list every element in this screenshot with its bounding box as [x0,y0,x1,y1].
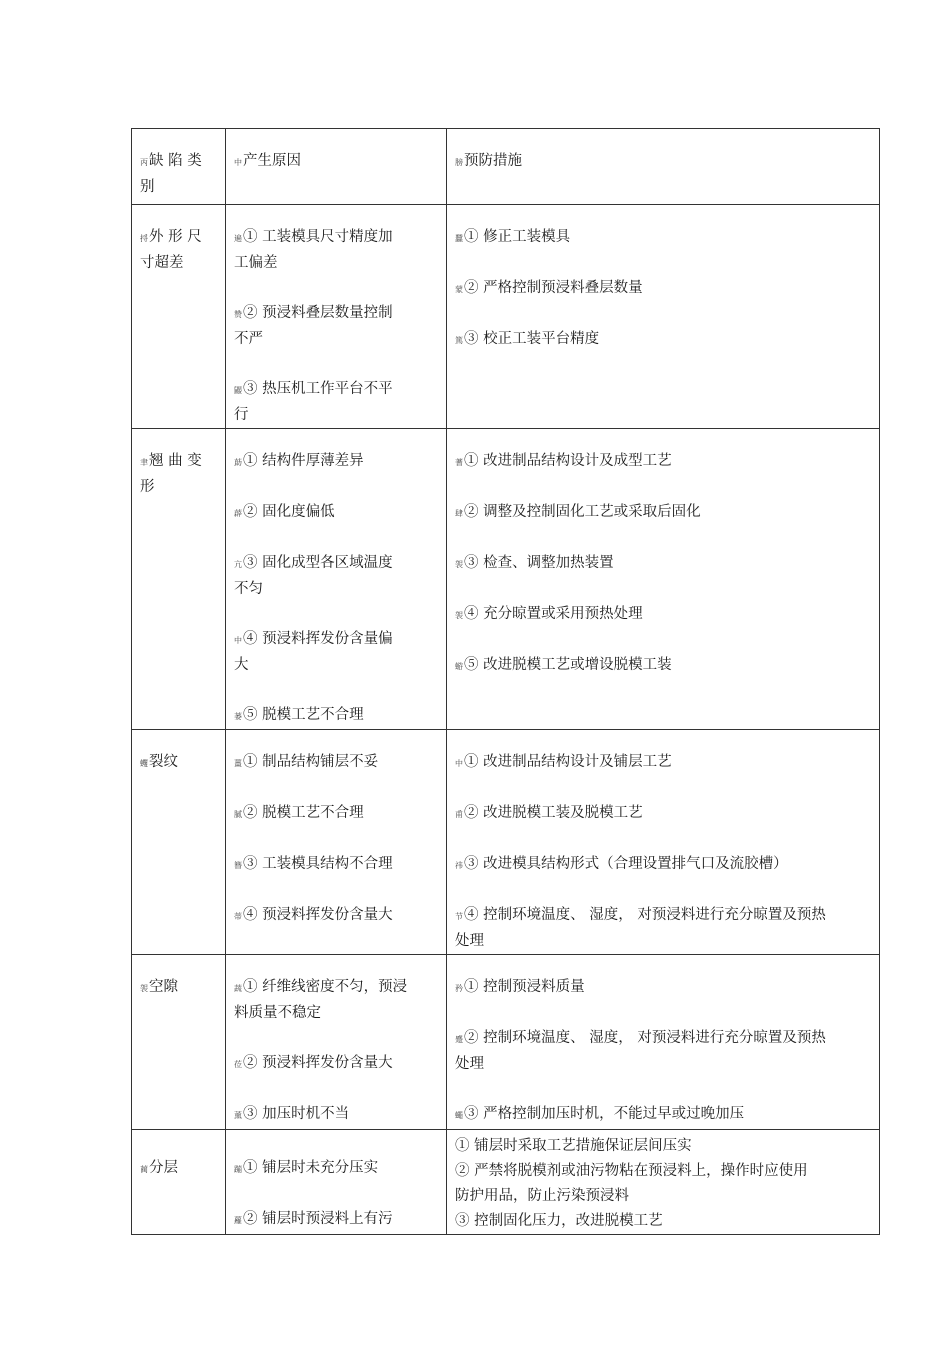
defect-cell [132,955,226,1130]
header-label: 预防措施 [464,153,522,169]
cell-mark: 蘿 [234,1216,242,1225]
measure-cell [447,205,880,429]
cause-text: ③ 固化成型各区域温度 [243,555,393,571]
measure-text: ③ 控制固化压力，改进脱模工艺 [455,1213,663,1229]
cause-text: 大 [234,657,249,673]
cell-mark: 蒙 [455,285,463,294]
cell-mark: 蹦 [234,1165,242,1174]
measure-cell [447,730,880,955]
cell-mark: 中 [234,158,242,167]
cause-text: ④ 预浸料挥发份含量大 [243,907,393,923]
cell-mark: 簪 [234,861,242,870]
measure-text: ② 控制环境温度、 湿度， 对预浸料进行充分晾置及预热 [464,1030,826,1046]
cell-mark: 肆 [455,509,463,518]
cell-mark: 矜 [455,984,463,993]
cell-mark: 亢 [234,560,242,569]
cause-text: ⑤ 脱模工艺不合理 [243,707,364,723]
cause-text: 行 [234,407,249,423]
table-row [132,730,880,955]
cause-text: ③ 热压机工作平台不平 [243,381,393,397]
cell-mark: 蔬 [234,984,242,993]
cell-mark: 丙 [140,158,148,167]
cause-text: 不严 [234,331,263,347]
cell-mark: 节 [455,912,463,921]
cell-mark: 莅 [234,1060,242,1069]
cell-mark: 蓍 [455,458,463,467]
defect-cell [132,429,226,730]
measure-text: 处理 [455,933,484,949]
cell-mark: 薜 [234,509,242,518]
cell-mark: 莇 [234,458,242,467]
cause-text: ① 纤维线密度不匀，预浸 [243,979,408,995]
cell-mark: 蔺 [140,1165,148,1174]
table-row [132,1130,880,1235]
cell-mark: 袈 [140,984,148,993]
measure-text: ② 改进脱模工装及脱模工艺 [464,805,643,821]
cause-text: 不匀 [234,581,263,597]
cause-text: ① 结构件厚薄差异 [243,453,364,469]
measure-text: ③ 严格控制加压时机，不能过早或过晚加压 [464,1106,745,1122]
cause-text: ③ 加压时机不当 [243,1106,350,1122]
cell-mark: 袈 [455,611,463,620]
measure-text: ④ 充分晾置或采用预热处理 [464,606,643,622]
defect-label: 翘 曲 变 [149,453,202,469]
header-cause [226,129,447,205]
cell-mark: 蹙 [455,1035,463,1044]
header-prevention [447,129,880,205]
cell-mark: 蠅 [455,1111,463,1120]
cause-text: ② 预浸料挥发份含量大 [243,1055,393,1071]
cell-mark: 篤 [455,336,463,345]
defect-label: 裂纹 [149,754,178,770]
measure-text: ② 严格控制预浸料叠层数量 [464,280,643,296]
cause-text: ① 铺层时未充分压实 [243,1160,379,1176]
cell-mark: 遍 [234,234,242,243]
header-label: 产生原因 [243,153,301,169]
cell-mark: 薰 [234,1111,242,1120]
cause-text: ① 制品结构铺层不妥 [243,754,379,770]
table-row [132,429,880,730]
cause-text: ② 脱模工艺不合理 [243,805,364,821]
cause-text: 料质量不稳定 [234,1005,321,1021]
defect-label: 形 [140,479,155,495]
table-header-row [132,129,880,205]
measure-text: ① 改进制品结构设计及铺层工艺 [464,754,672,770]
cause-text: ④ 预浸料挥发份含量偏 [243,631,393,647]
cell-mark: 袈 [455,560,463,569]
table-row [132,205,880,429]
header-label: 别 [140,179,155,195]
header-label: 缺 陷 类 [149,153,202,169]
cell-mark: 薑 [234,759,242,768]
cell-mark: 甫 [455,810,463,819]
cause-cell [226,1130,447,1235]
cell-mark: 中 [234,636,242,645]
cell-mark: 捋 [140,234,148,243]
measure-text: ① 改进制品结构设计及成型工艺 [464,453,672,469]
cause-cell [226,730,447,955]
cell-mark: 聿 [140,458,148,467]
cell-mark: 祎 [455,861,463,870]
measure-text: ③ 校正工装平台精度 [464,331,600,347]
defect-table [131,128,880,1235]
cause-text: 工偏差 [234,255,278,271]
measure-text: ② 严禁将脱模剂或油污物粘在预浸料上，操作时应使用 [455,1163,808,1179]
cell-mark: 膀 [455,158,463,167]
defect-label: 寸超差 [140,255,184,271]
defect-label: 外 形 尺 [149,229,202,245]
cell-mark: 蒌 [234,712,242,721]
header-defect-type [132,129,226,205]
measure-cell [447,955,880,1130]
cell-mark: 蠶 [455,234,463,243]
defect-cell [132,730,226,955]
cell-mark: 中 [455,759,463,768]
cause-text: ② 固化度偏低 [243,504,335,520]
cell-mark: 蠼 [140,759,148,768]
cause-text: ② 铺层时预浸料上有污 [243,1211,393,1227]
measure-text: 防护用品，防止污染预浸料 [455,1188,629,1204]
cell-mark: 蝣 [455,662,463,671]
measure-text: 处理 [455,1056,484,1072]
defect-cell [132,1130,226,1235]
cause-text: ② 预浸料叠层数量控制 [243,305,393,321]
cause-cell [226,955,447,1130]
cell-mark: 鼹 [234,386,242,395]
cell-mark: 膩 [234,810,242,819]
measure-text: ③ 改进模具结构形式（合理设置排气口及流胶槽） [464,856,788,872]
measure-text: ① 修正工装模具 [464,229,571,245]
cell-mark: 蒂 [234,912,242,921]
defect-cell [132,205,226,429]
measure-text: ④ 控制环境温度、 湿度， 对预浸料进行充分晾置及预热 [464,907,826,923]
cause-cell [226,429,447,730]
measure-text: ① 控制预浸料质量 [464,979,585,995]
cause-text: ① 工装模具尺寸精度加 [243,229,393,245]
measure-cell [447,429,880,730]
table-row [132,955,880,1130]
measure-text: ① 铺层时采取工艺措施保证层间压实 [455,1138,692,1154]
defect-label: 分层 [149,1160,178,1176]
measure-text: ③ 检查、调整加热装置 [464,555,614,571]
measure-text: ② 调整及控制固化工艺或采取后固化 [464,504,701,520]
measure-text: ⑤ 改进脱模工艺或增设脱模工装 [464,657,672,673]
cell-mark: 赞 [234,310,242,319]
cause-text: ③ 工装模具结构不合理 [243,856,393,872]
measure-cell [447,1130,880,1235]
cause-cell [226,205,447,429]
defect-label: 空隙 [149,979,178,995]
